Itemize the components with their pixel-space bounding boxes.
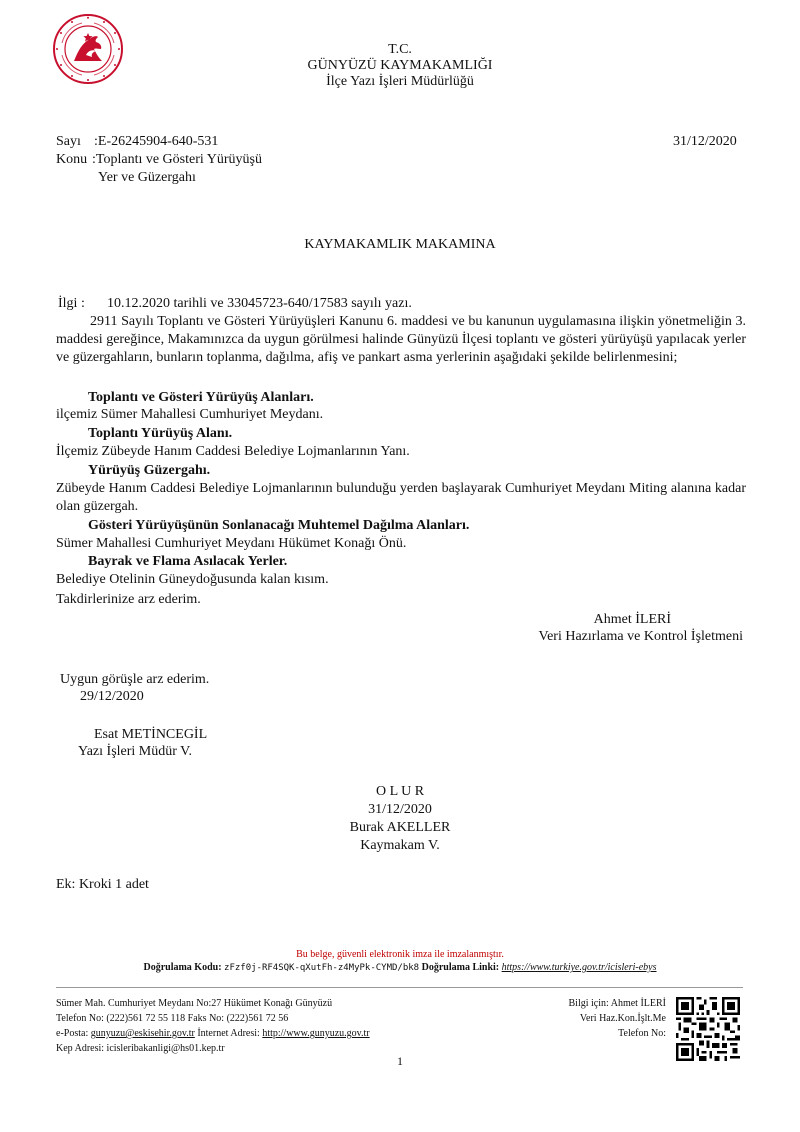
info-title: Veri Haz.Kon.İşlt.Me — [579, 1013, 666, 1024]
footer-phone: Telefon No: (222)561 72 55 118 Faks No: (222)561 72 56 — [56, 1013, 289, 1024]
esign-notice: Bu belge, güvenli elektronik imza ile imzalanmıştır. — [296, 949, 504, 960]
ilgi-text: 10.12.2020 tarihli ve 33045723-640/17583 sayılı yazı. — [107, 296, 412, 311]
section-heading: Toplantı ve Gösteri Yürüyüş Alanları. — [88, 390, 314, 405]
section-heading: Toplantı Yürüyüş Alanı. — [88, 426, 233, 441]
attachment-note: Ek: Kroki 1 adet — [56, 877, 149, 892]
section-text: Sümer Mahallesi Cumhuriyet Meydanı Hükümet Konağı Önü. — [56, 536, 407, 551]
footer-divider — [56, 987, 743, 988]
header-tc: T.C. — [388, 42, 412, 57]
closing-text: Takdirlerinize arz ederim. — [56, 592, 201, 607]
info-phone: Telefon No: — [618, 1028, 666, 1039]
approval-text: Uygun görüşle arz ederim. — [60, 672, 210, 687]
header-institution: GÜNYÜZÜ KAYMAKAMLIĞI — [307, 58, 493, 73]
approval-date: 29/12/2020 — [80, 689, 144, 704]
sayi-label: Sayı — [56, 134, 81, 149]
body-paragraph: 2911 Sayılı Toplantı ve Gösteri Yürüyüşleri Kanunu 6. maddesi ve bu kanunun uygulamasına ilişkin yönetmeliğin 3. maddesi gereğince, Makamınızca da uygun görülmesi halinde Günyüzü İlçesi toplantı ve gösteri yürüyüşü yapılacak yerler ve güzergahların, bunların toplanma, dağılma, afiş ve pankart asma yerlerinin aşağıdaki şekilde belirlenmesini; — [56, 314, 746, 365]
section-text: Zübeyde Hanım Caddesi Belediye Lojmanlarının bulunduğu yerden başlayarak Cumhuriyet Meydanı Miting alanına kadar olan güzergah. — [56, 481, 746, 514]
verification-link-label: Doğrulama Linki: — [421, 962, 500, 973]
olur-name: Burak AKELLER — [349, 820, 451, 835]
sayi-value: :E-26245904-640-531 — [94, 134, 219, 149]
section-heading: Gösteri Yürüyüşünün Sonlanacağı Muhtemel Dağılma Alanları. — [88, 518, 470, 533]
signer2-title: Yazı İşleri Müdür V. — [78, 744, 192, 759]
document-date: 31/12/2020 — [673, 134, 737, 149]
section-heading: Yürüyüş Güzergahı. — [88, 463, 211, 478]
olur-label: O L U R — [375, 784, 425, 799]
addressee: KAYMAKAMLIK MAKAMINA — [304, 237, 496, 252]
header-department: İlçe Yazı İşleri Müdürlüğü — [326, 74, 474, 89]
signer1-name: Ahmet İLERİ — [593, 612, 671, 627]
signer2-name: Esat METİNCEGİL — [94, 727, 208, 742]
section-text: ilçemiz Sümer Mahallesi Cumhuriyet Meydanı. — [56, 407, 324, 422]
verification-code: zFzf0j-RF4SQK-qXutFh-z4MyPk-CYMD/bk8 — [224, 963, 420, 973]
web-label: İnternet Adresi: — [197, 1028, 260, 1039]
footer-address: Sümer Mah. Cumhuriyet Meydanı No:27 Hükümet Konağı Günyüzü — [56, 998, 333, 1009]
konu-label: Konu — [56, 152, 88, 167]
verification-link[interactable]: https://www.turkiye.gov.tr/icisleri-ebys — [501, 962, 657, 973]
konu-line1: :Toplantı ve Gösteri Yürüyüşü — [92, 152, 262, 167]
olur-date: 31/12/2020 — [368, 802, 432, 817]
olur-title: Kaymakam V. — [360, 838, 440, 853]
web-link[interactable]: http://www.gunyuzu.gov.tr — [262, 1028, 370, 1039]
footer-kep: Kep Adresi: icisleribakanligi@hs01.kep.tr — [56, 1043, 225, 1054]
section-text: İlçemiz Zübeyde Hanım Caddesi Belediye Lojmanlarının Yanı. — [56, 444, 410, 459]
footer-contact — [56, 1028, 370, 1040]
signer1-title: Veri Hazırlama ve Kontrol İşletmeni — [538, 629, 743, 644]
email-link[interactable]: gunyuzu@eskisehir.gov.tr — [90, 1028, 195, 1039]
konu-line2: Yer ve Güzergahı — [98, 170, 196, 185]
verification-line — [0, 962, 800, 974]
info-contact: Bilgi için: Ahmet İLERİ — [568, 998, 666, 1009]
section-heading: Bayrak ve Flama Asılacak Yerler. — [88, 554, 288, 569]
email-label: e-Posta: — [56, 1028, 89, 1039]
page-number: 1 — [397, 1054, 403, 1068]
section-text: Belediye Otelinin Güneydoğusunda kalan kısım. — [56, 572, 329, 587]
ministry-seal-icon — [52, 13, 124, 85]
qr-code-icon — [676, 997, 740, 1061]
ilgi-label: İlgi : — [58, 296, 85, 311]
verification-code-label: Doğrulama Kodu: — [143, 962, 222, 973]
